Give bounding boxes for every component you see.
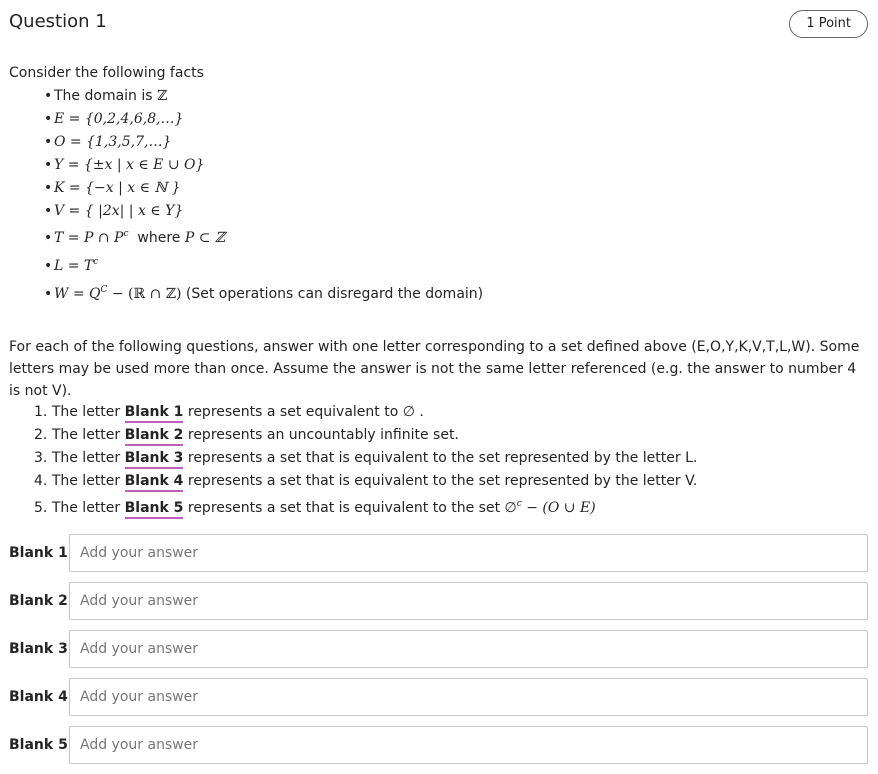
question-item [34, 494, 697, 517]
fact-t [44, 225, 483, 253]
bullet-icon: • [44, 203, 53, 219]
bullet-icon: • [44, 157, 53, 173]
fact-t-math: T = P ∩ P [54, 230, 124, 246]
answer-input-1[interactable] [69, 534, 868, 572]
fact-k [44, 179, 483, 202]
question-number: 2. [34, 427, 48, 443]
bullet-icon: • [44, 111, 53, 127]
fact-t-where: where [137, 230, 181, 246]
question-post: represents a set that is equivalent to the set [187, 500, 501, 516]
fact-t-sup: c [123, 229, 129, 239]
fact-l-sup: c [93, 257, 99, 267]
fact-k-math: K = {−x | x ∈ ℕ } [54, 180, 181, 196]
bullet-icon: • [44, 230, 53, 246]
answer-label-5: Blank 5 [9, 737, 68, 753]
answer-row-5 [9, 726, 868, 764]
bullet-icon: • [44, 258, 53, 274]
points-badge: 1 Point [789, 10, 868, 38]
fact-w-note: (Set operations can disregard the domain) [185, 286, 484, 302]
answer-row-1 [9, 534, 868, 572]
bullet-icon: • [44, 180, 53, 196]
fact-o-math: O = {1,3,5,7,…} [54, 134, 172, 150]
question-number: 1. [34, 404, 48, 420]
complement-sup: c [516, 499, 522, 509]
fact-y [44, 156, 483, 179]
question-post: represents a set that is equivalent to the set represented by the letter V. [187, 473, 698, 489]
fact-v [44, 202, 483, 225]
question-item [34, 402, 697, 425]
answer-label-2: Blank 2 [9, 593, 68, 609]
answer-row-3 [9, 630, 868, 668]
questions-list [34, 402, 697, 517]
empty-set-symbol: ∅ [504, 500, 517, 516]
bullet-icon: • [44, 88, 53, 104]
fact-e [44, 110, 483, 133]
bullet-icon: • [44, 286, 53, 302]
answer-input-2[interactable] [69, 582, 868, 620]
question-post: represents a set equivalent to [187, 404, 399, 420]
intro-text: Consider the following facts [9, 65, 204, 81]
facts-list [44, 87, 483, 304]
answer-input-4[interactable] [69, 678, 868, 716]
question-item [34, 425, 697, 448]
fact-y-math: Y = {±x | x ∈ E ∪ O} [54, 157, 205, 173]
blank-reference-3[interactable]: Blank 3 [125, 450, 184, 469]
answer-label-3: Blank 3 [9, 641, 68, 657]
fact-v-math: V = { |2x| | x ∈ Y} [54, 203, 184, 219]
fact-l-math: L = T [54, 258, 94, 274]
question-post: represents an uncountably infinite set. [187, 427, 459, 443]
question-number: 3. [34, 450, 48, 466]
fact-w-sup: C [100, 285, 108, 295]
fact-o [44, 133, 483, 156]
blank-reference-5[interactable]: Blank 5 [125, 500, 184, 519]
fact-t-cond: P ⊂ ℤ [184, 230, 226, 246]
empty-set-symbol: ∅ . [402, 404, 424, 420]
answer-row-2 [9, 582, 868, 620]
blank-reference-1[interactable]: Blank 1 [125, 404, 184, 423]
set-expression: − (O ∪ E) [526, 500, 596, 516]
bullet-icon: • [44, 134, 53, 150]
fact-l [44, 253, 483, 281]
answer-label-1: Blank 1 [9, 545, 68, 561]
blank-reference-2[interactable]: Blank 2 [125, 427, 184, 446]
fact-e-math: E = {0,2,4,6,8,…} [54, 111, 184, 127]
question-item [34, 448, 697, 471]
answer-input-5[interactable] [69, 726, 868, 764]
answer-label-4: Blank 4 [9, 689, 68, 705]
question-pre: The letter [51, 404, 121, 420]
question-pre: The letter [51, 450, 121, 466]
question-pre: The letter [51, 473, 121, 489]
answer-row-4 [9, 678, 868, 716]
question-post: represents a set that is equivalent to the set represented by the letter L. [187, 450, 698, 466]
answer-input-3[interactable] [69, 630, 868, 668]
question-title: Question 1 [9, 11, 107, 32]
instructions-text: For each of the following questions, answer with one letter corresponding to a set defined above (E,O,Y,K,V,T,L,W). Some letters may be used more than once. Assume the answer is not the same letter referenced (e.g. the answer to number 4 is not V). [9, 339, 860, 399]
fact-w-rest: − (ℝ ∩ ℤ) [111, 286, 182, 302]
integers-symbol: ℤ [157, 88, 168, 104]
question-item [34, 471, 697, 494]
fact-w-math: W = Q [54, 286, 101, 302]
question-pre: The letter [51, 427, 121, 443]
question-pre: The letter [51, 500, 121, 516]
question-number: 4. [34, 473, 48, 489]
fact-domain [44, 87, 483, 110]
fact-domain-text: The domain is [54, 88, 153, 104]
question-header [9, 10, 868, 38]
question-number: 5. [34, 500, 48, 516]
answers-section [9, 534, 868, 774]
blank-reference-4[interactable]: Blank 4 [125, 473, 184, 492]
fact-w [44, 281, 483, 304]
